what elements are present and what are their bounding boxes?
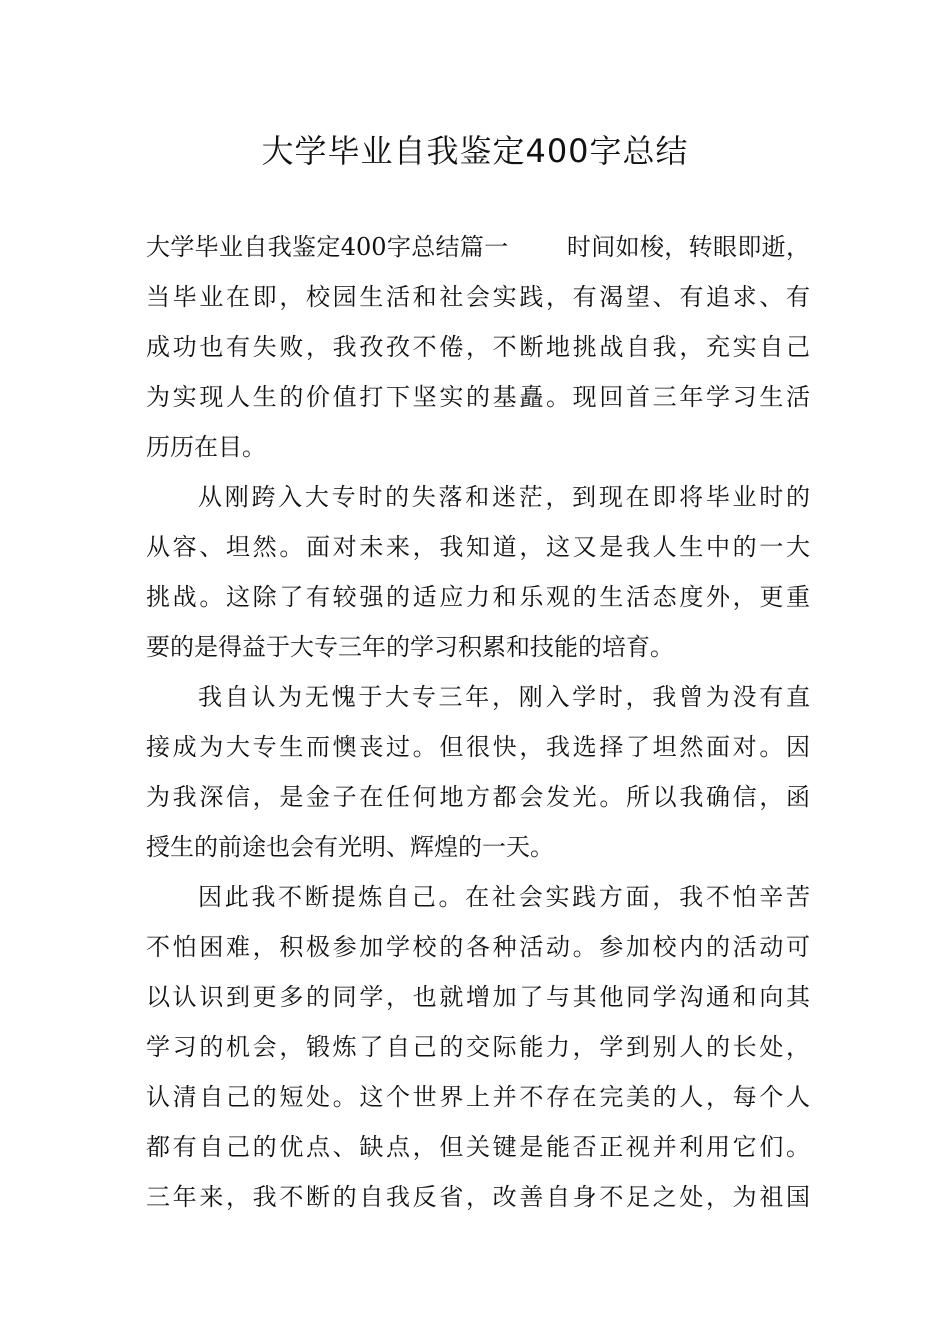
document-body bbox=[146, 222, 810, 1222]
paragraph-3-line-3: 为我深信，是金子在任何地方都会发光。所以我确信，函 bbox=[146, 783, 810, 811]
paragraph-text: 时间如梭，转眼即逝， bbox=[566, 233, 811, 261]
paragraph-4-line-1: 因此我不断提炼自己。在社会实践方面，我不怕辛苦 bbox=[198, 883, 810, 911]
paragraph-3-line-2: 接成为大专生而懊丧过。但很快，我选择了坦然面对。因 bbox=[146, 733, 810, 761]
paragraph-4-line-4: 学习的机会，锻炼了自己的交际能力，学到别人的长处， bbox=[146, 1033, 810, 1061]
paragraph-2-line-3: 挑战。这除了有较强的适应力和乐观的生活态度外，更重 bbox=[146, 583, 810, 611]
paragraph-4-line-3: 以认识到更多的同学，也就增加了与其他同学沟通和向其 bbox=[146, 983, 810, 1011]
paragraph-3-line-1: 我自认为无愧于大专三年，刚入学时，我曾为没有直 bbox=[198, 683, 810, 711]
paragraph-4-line-2: 不怕困难，积极参加学校的各种活动。参加校内的活动可 bbox=[146, 933, 810, 961]
paragraph-2-line-4: 要的是得益于大专三年的学习积累和技能的培育。 bbox=[146, 633, 674, 661]
document-title: 大学毕业自我鉴定400字总结 bbox=[261, 132, 689, 170]
paragraph-1-line-1 bbox=[146, 222, 810, 272]
paragraph-4-line-5: 认清自己的短处。这个世界上并不存在完美的人，每个人 bbox=[146, 1083, 810, 1111]
paragraph-2-line-1: 从刚跨入大专时的失落和迷茫，到现在即将毕业时的 bbox=[198, 483, 810, 511]
section-heading: 大学毕业自我鉴定400字总结篇一 bbox=[146, 233, 509, 261]
paragraph-4-line-6: 都有自己的优点、缺点，但关键是能否正视并利用它们。 bbox=[146, 1133, 810, 1161]
paragraph-1-line-2: 当毕业在即，校园生活和社会实践，有渴望、有追求、有 bbox=[146, 283, 810, 311]
paragraph-3-line-4: 授生的前途也会有光明、辉煌的一天。 bbox=[146, 833, 554, 861]
paragraph-1-line-5: 历历在目。 bbox=[146, 433, 266, 461]
paragraph-1-line-4: 为实现人生的价值打下坚实的基矗。现回首三年学习生活 bbox=[146, 383, 810, 411]
paragraph-1-line-3: 成功也有失败，我孜孜不倦，不断地挑战自我，充实自己 bbox=[146, 333, 810, 361]
paragraph-2-line-2: 从容、坦然。面对未来，我知道，这又是我人生中的一大 bbox=[146, 533, 810, 561]
paragraph-4-line-7: 三年来，我不断的自我反省，改善自身不足之处，为祖国 bbox=[146, 1183, 810, 1211]
